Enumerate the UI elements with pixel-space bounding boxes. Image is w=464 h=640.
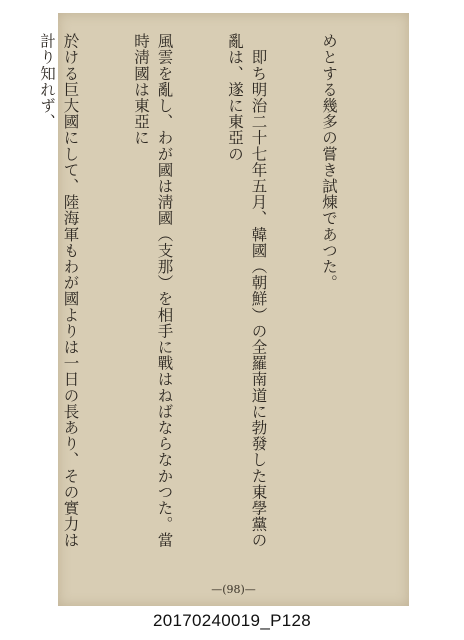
text-column: 風雲を亂し、わが國は淸國（支那）を相手に戰はねばならなかつた。當時淸國は東亞に <box>132 33 174 549</box>
page-number: —(98)— <box>211 583 256 596</box>
book-page <box>38 13 409 606</box>
document-id-caption: 20170240019_P128 <box>153 611 311 630</box>
vertical-text-body <box>0 33 387 563</box>
text-column: 即ち明治二十七年五月、韓國（朝鮮）の全羅南道に勃發した東學黨の亂は、遂に東亞の <box>226 33 268 549</box>
text-column: めとする幾多の嘗き試煉であつた。 <box>320 33 338 291</box>
text-column: 於ける巨大國にして、陸海軍もわが國よりは一日の長あり、その實力は計り知れず、 <box>38 33 80 549</box>
